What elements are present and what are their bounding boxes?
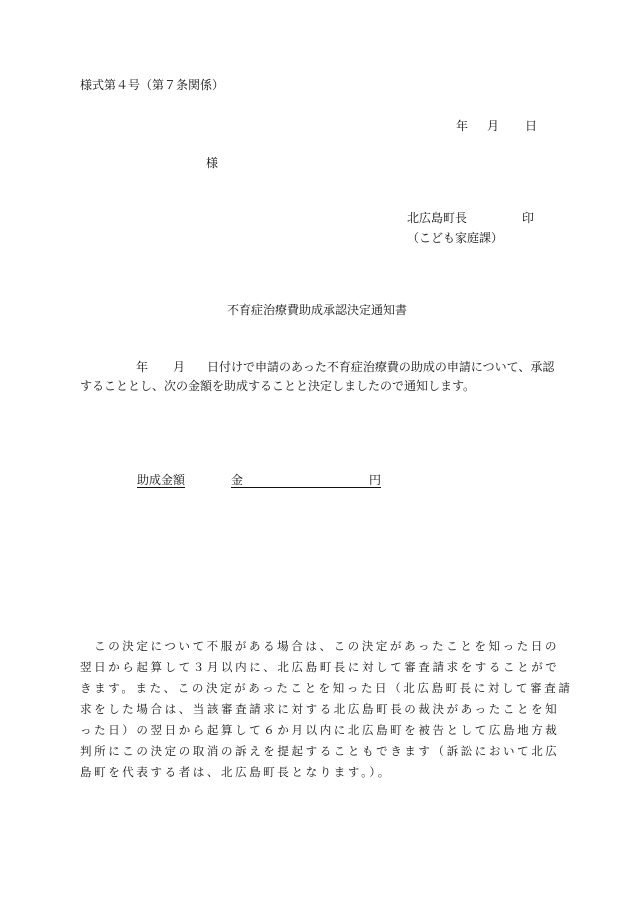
amount-field <box>231 474 381 488</box>
notice-line: この決定について不服がある場合は、この決定があったことを知った日の <box>80 639 560 653</box>
issuer-name: 北広島町長 <box>407 211 468 225</box>
amount-label: 助成金額 <box>137 473 186 487</box>
date-month-label: 月 <box>487 119 500 133</box>
body-line-2: することとし、次の金額を助成することと決定しましたので通知します。 <box>80 379 476 393</box>
document-title: 不育症治療費助成承認決定通知書 <box>227 303 408 317</box>
notice-line: 判所にこの決定の取消の訴えを提起することもできます（訴訟において北広 <box>80 744 560 758</box>
amount-suffix: 円 <box>368 473 381 487</box>
notice-line: きます。また、この決定があったことを知った日（北広島町長に対して審査請 <box>80 681 573 695</box>
amount-prefix: 金 <box>231 473 244 487</box>
notice-line: 求をした場合は、当該審査請求に対する北広島町長の裁決があったことを知 <box>80 702 560 716</box>
date-day-label: 日 <box>525 119 538 133</box>
form-number: 様式第４号（第７条関係） <box>80 78 225 92</box>
notice-line: 島町を代表する者は、北広島町長となります。）。 <box>80 765 392 779</box>
notice-line: った日）の翌日から起算して６か月以内に北広島町を被告として広島地方裁 <box>80 723 560 737</box>
date-year-label: 年 <box>456 119 469 133</box>
issuer-department: （こども家庭課） <box>407 231 504 245</box>
body-line-1-text: 日付けで申請のあった不育症治療費の助成の申請について、承認 <box>207 360 555 374</box>
notice-line: 翌日から起算して３月以内に、北広島町長に対して審査請求をすることがで <box>80 660 560 674</box>
body-month-label: 月 <box>173 360 186 374</box>
body-year-label: 年 <box>136 360 149 374</box>
seal-mark: 印 <box>522 211 535 225</box>
addressee-suffix: 様 <box>206 156 219 170</box>
